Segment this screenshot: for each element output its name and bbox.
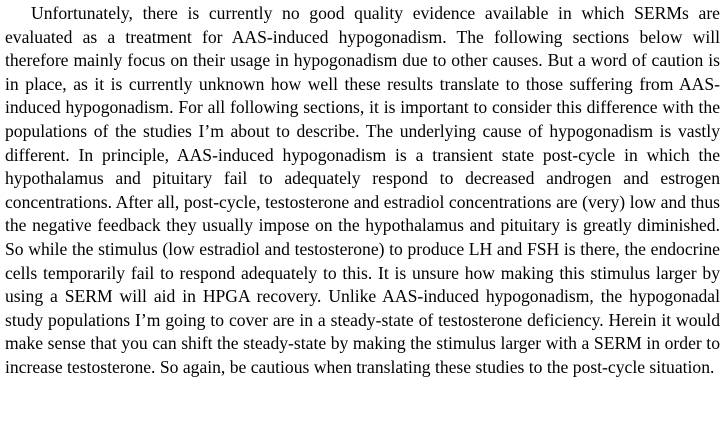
body-paragraph: Unfortunately, there is currently no good quality evidence available in which SERMs are evaluated as a treatment for AAS-induced hypogonadism. The following sections below will therefore mainly focus on their usage in hypogonadism due to other causes. But a word of caution is in place, as it is currently unknown how well these results translate to those suffering from AAS-induced hypogonadism. For all following sections, it is important to consider this difference with the populations of the studies I’m about to describe. The underlying cause of hypogonadism is vastly different. In principle, AAS-induced hypogonadism is a transient state post-cycle in which the hypothalamus and pituitary fail to adequately respond to decreased androgen and estrogen concentrations. After all, post-cycle, testosterone and estradiol concentrations are (very) low and thus the negative feedback they usually impose on the hypothalamus and pituitary is greatly diminished. So while the stimulus (low estradiol and testosterone) to produce LH and FSH is there, the endocrine cells temporarily fail to respond adequately to this. It is unsure how making this stimulus larger by using a SERM will aid in HPGA recovery. Unlike AAS-induced hypogonadism, the hypogonadal study populations I’m going to cover are in a steady-state of testosterone deficiency. Herein it would make sense that you can shift the steady-state by making the stimulus larger with a SERM in order to increase testosterone. So again, be cautious when translating these studies to the post-cycle situation. — [5, 3, 720, 377]
